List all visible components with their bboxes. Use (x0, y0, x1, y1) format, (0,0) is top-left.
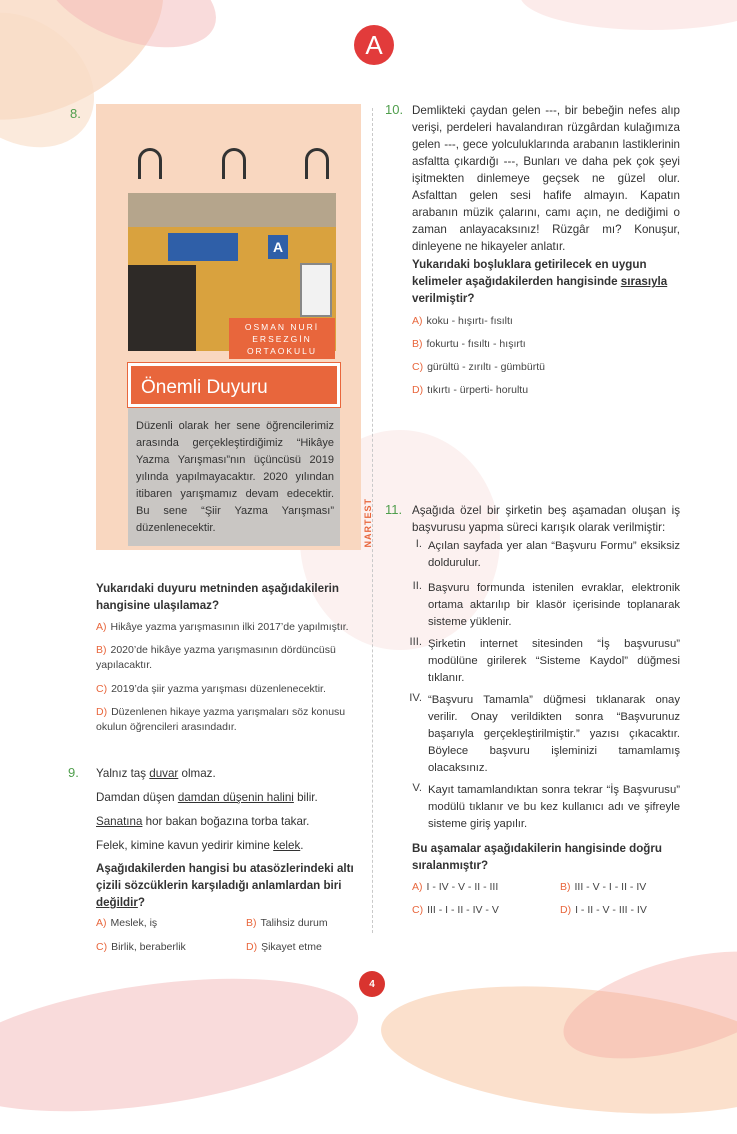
step-text: “Başvuru Tamamla” düğmesi tıklanarak onay verilir. Onay verildikten sonra “Başvurunuz başarıyla gerçekleştirilmiştir.” yazısı çıkacaktır. Böylece başvuru işleminizi tamamlamış olacaksınız. (428, 694, 680, 774)
answer-option[interactable] (412, 314, 672, 329)
question-stem: Aşağıdakilerden hangisi bu atasözlerindeki altı çizili sözcüklerin karşıladığı anlamlardan biri değildir? (96, 862, 354, 909)
option-text: Şikayet etme (261, 941, 322, 953)
answer-option[interactable] (412, 880, 552, 895)
step-number: IV. (409, 692, 422, 704)
option-text: Meslek, iş (110, 917, 158, 929)
booklet-badge: A (354, 25, 394, 65)
option-text: tıkırtı - ürperti- horultu (427, 384, 529, 396)
option-letter: A) (96, 917, 107, 929)
photo-door (128, 265, 196, 351)
option-letter: D) (246, 941, 258, 953)
door-label: A (268, 235, 288, 259)
option-letter: A) (412, 881, 423, 893)
lamp-icon (222, 148, 246, 179)
school-name-label: OSMAN NURİ ERSEZGİN ORTAOKULU (229, 318, 335, 359)
option-text: fokurtu - fısıltı - hışırtı (426, 338, 526, 350)
proverb-line: Felek, kimine kavun yedirir kimine kelek. (96, 839, 304, 852)
option-letter: B) (246, 917, 257, 929)
option-letter: B) (412, 338, 423, 350)
question-stem: Yukarıdaki boşluklara getirilecek en uygun kelimeler aşağıdakilerden hangisinde sırasıyla verilmiştir? (412, 258, 668, 305)
photo-window-grill (300, 263, 332, 317)
school-sign-board (168, 233, 238, 261)
page-number-badge: 4 (359, 971, 385, 997)
answer-option[interactable] (560, 903, 700, 918)
option-letter: C) (412, 361, 424, 373)
option-text: I - IV - V - II - III (426, 881, 499, 893)
option-text: koku - hışırtı- fısıltı (426, 315, 513, 327)
answer-option[interactable] (560, 880, 700, 895)
option-text: Talihsiz durum (260, 917, 328, 929)
option-text: gürültü - zırıltı - gümbürtü (427, 361, 545, 373)
step-number: II. (412, 580, 422, 592)
notice-banner: Önemli Duyuru (128, 363, 340, 407)
answer-option[interactable] (96, 916, 236, 931)
option-letter: C) (412, 904, 424, 916)
option-letter: A) (96, 621, 107, 633)
option-text: I - II - V - III - IV (575, 904, 647, 916)
answer-option[interactable] (96, 620, 362, 635)
answer-option[interactable] (246, 916, 386, 931)
answer-option[interactable] (96, 682, 362, 697)
question-number: 9. (68, 765, 79, 780)
option-text: 2019’da şiir yazma yarışması düzenlenecektir. (111, 683, 326, 695)
notice-text-panel (128, 408, 340, 546)
footer-petal-decoration (0, 956, 366, 1133)
option-text: III - I - II - IV - V (427, 904, 499, 916)
option-letter: D) (560, 904, 572, 916)
answer-option[interactable] (412, 383, 672, 398)
option-letter: C) (96, 683, 108, 695)
proverb-line: Yalnız taş duvar olmaz. (96, 767, 216, 780)
option-letter: B) (560, 881, 571, 893)
step-text: Açılan sayfada yer alan “Başvuru Formu” eksiksiz doldurulur. (428, 540, 680, 569)
proverb-line: Damdan düşen damdan düşenin halini bilir. (96, 791, 318, 804)
step-text: Şirketin internet sitesinden “İş başvurusu” modülüne girilerek “Sisteme Kaydol” düğmesi tıklanır. (428, 638, 680, 684)
option-text: III - V - I - II - IV (574, 881, 647, 893)
answer-option[interactable] (412, 903, 552, 918)
question-intro: Aşağıda özel bir şirketin beş aşamadan oluşan iş başvurusu yapma süreci karışık olarak verilmiştir: (412, 504, 680, 534)
answer-option[interactable] (246, 940, 386, 955)
step-text: Başvuru formunda istenilen evraklar, elektronik ortama aktarılıp bir klasör içerisinde toplanarak sisteme yüklenir. (428, 582, 680, 628)
question-number: 10. (385, 102, 404, 117)
step-number: V. (412, 782, 422, 794)
question-number: 8. (70, 106, 81, 121)
option-text: Hikâye yazma yarışmasının ilki 2017’de yapılmıştır. (110, 621, 349, 633)
lamp-icon (138, 148, 162, 179)
step-number: I. (415, 538, 422, 550)
notice-text: Düzenli olarak her sene öğrencilerimiz arasında gerçekleştirdiğimiz “Hikâye Yazma Yarışması”nın üçüncüsü 2019 yılında yapılmayacaktır. 2020 yılından itibaren yarışmamız devam edecektir. Bu sene “Şiir Yazma Yarışması” düzenlenecektir. (136, 420, 334, 534)
option-text: Birlik, beraberlik (111, 941, 186, 953)
option-text: 2020’de hikâye yazma yarışmasının dördüncüsü yapılacaktır. (96, 644, 336, 671)
answer-option[interactable] (412, 337, 672, 352)
step-text: Kayıt tamamlandıktan sonra tekrar “İş Başvurusu” modülü tıklanır ve bu kez kullanıcı adı ve şifreyle sisteme giriş yapılır. (428, 784, 680, 830)
step-number: III. (409, 636, 422, 648)
answer-option[interactable] (96, 643, 362, 673)
option-letter: B) (96, 644, 107, 656)
answer-option[interactable] (96, 705, 362, 735)
lamp-icon (305, 148, 329, 179)
proverb-line: Sanatına hor bakan boğazına torba takar. (96, 815, 310, 828)
question-number: 11. (385, 502, 403, 517)
option-letter: D) (96, 706, 108, 718)
photo-windows (128, 193, 336, 227)
option-letter: C) (96, 941, 108, 953)
question-stem: Yukarıdaki duyuru metninden aşağıdakilerin hangisine ulaşılamaz? (96, 582, 339, 612)
option-letter: D) (412, 384, 424, 396)
question-stem: Bu aşamalar aşağıdakilerin hangisinde doğru sıralanmıştır? (412, 842, 662, 872)
option-text: Düzenlenen hikaye yazma yarışmaları söz konusu okulun öğrencileri arasındadır. (96, 706, 346, 733)
option-letter: A) (412, 315, 423, 327)
answer-option[interactable] (412, 360, 672, 375)
question-passage: Demlikteki çaydan gelen ---, bir bebeğin nefes alıp verişi, perdeleri havalandıran rüzgârdan kulağımıza gelen ---, gece yolculuklarında arabanın lastiklerinin asfaltta çıkardığı ---, Bunları ve daha pek çok şeyi işitmekten dinlemeye geçsek ne güzel olur. Asfalttan gelen sesi hafife almayın. Kapatın arabanın müzik çalarını, camı açın, ne dediğimi o zaman anlayacaksınız! Rüzgâr mı? Konuşur, dinleyene ne hikayeler anlatır. (412, 104, 680, 253)
side-brand-label: NARTEST (363, 498, 373, 548)
answer-option[interactable] (96, 940, 236, 955)
corner-petal-decoration (520, 0, 737, 30)
